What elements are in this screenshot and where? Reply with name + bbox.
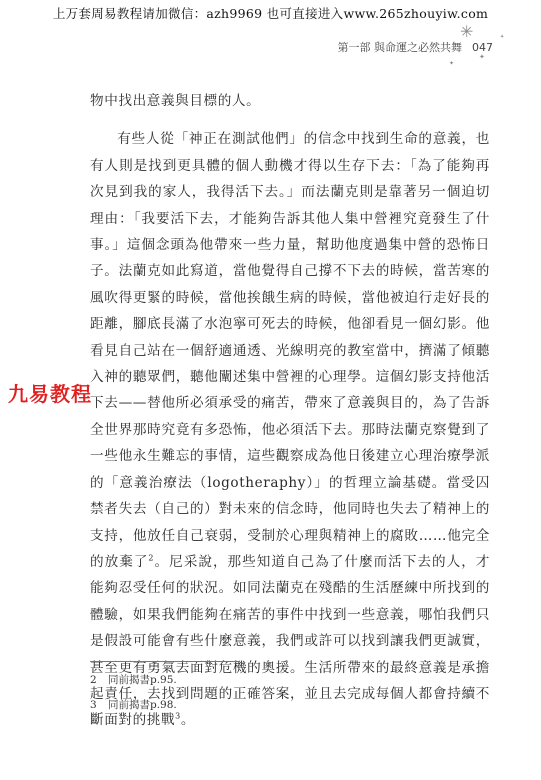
footnotes	[90, 668, 177, 718]
footnote-number: 3	[90, 699, 97, 711]
running-head	[338, 39, 494, 55]
sparkle-icon: ✦	[500, 34, 505, 40]
footnote-divider	[90, 661, 240, 662]
footnote-text: 同前揭書p.95.	[108, 674, 177, 686]
paragraph-text: 有些人從「神正在測試他們」的信念中找到生命的意義，也有人則是找到更具體的個人動機才得以生存下去：「為了能夠再次見到我的家人，我得活下去。」而法蘭克則是靠著另一個迫切理由：「我要活下去，才能夠告訴其他人集中營裡究竟發生了什事。」這個念頭為他帶來一些力量，幫助他度過集中營的恐怖日子。法蘭克如此寫道，當他覺得自己撐不下去的時候，當苦寒的風吹得更緊的時候，當他挨餓生病的時候，當他被迫行走好長的距離，腳底長滿了水泡寧可死去的時候，他卻看見一個幻影。他看見自己站在一個舒適通透、光線明亮的教室當中，擠滿了傾聽入神的聽眾們，聽他闡述集中營裡的心理學。這個幻影支持他活下去——替他所必須承受的痛苦，帶來了意義與目的，為了告訴全世界那時究竟有多恐怖，他必須活下去。那時法蘭克察覺到了一些他永生難忘的事情，這些觀察成為他日後建立心理治療學派的「意義治療法（logotheraphy）」的哲理立論基礎。當受囚禁者失去（自己的）對未來的信念時，他同時也失去了精神上的支持，他放任自己衰弱，受制於心理與精神上的腐敗……他完全的放棄了	[90, 131, 490, 570]
paragraph-text: 。尼采說，那些知道自己為了什麼而活下去的人，才能夠忍受任何的狀況。如同法蘭克在殘酷的生活歷練中所找到的體驗，如果我們能夠在痛苦的事件中找到一些意義，哪怕我們只是假設可能會有些什麼意義，我們或許可以找到讓我們更誠實，甚至更有勇氣去面對危機的奧援。生活所帶來的最終意義是承擔起責任，去找到問題的正確答案，並且去完成每個人都會持續不斷面對的挑戰	[90, 553, 490, 729]
paragraph-text: 。	[180, 712, 196, 729]
body-text	[90, 88, 490, 734]
header-banner: 上万套周易教程请加微信：azh9969 也可直接进入www.265zhouyiw.com	[52, 6, 489, 21]
paragraph	[90, 126, 490, 733]
page-number: 047	[472, 41, 493, 54]
sparkle-icon: ✦	[449, 60, 455, 67]
sparkle-icon: ✦	[479, 53, 485, 61]
sparkle-icon: ✳	[460, 22, 474, 41]
watermark-logo: 九易教程	[8, 382, 92, 406]
footnote-number: 2	[90, 674, 97, 686]
footnote	[90, 693, 177, 718]
footnote	[90, 668, 177, 693]
section-title: 第一部 與命運之必然共舞	[337, 41, 462, 54]
paragraph: 物中找出意義與目標的人。	[90, 93, 261, 109]
footnote-ref: 3	[175, 711, 181, 721]
footnote-text: 同前揭書p.98.	[108, 699, 177, 711]
footnote-ref: 2	[148, 553, 155, 563]
